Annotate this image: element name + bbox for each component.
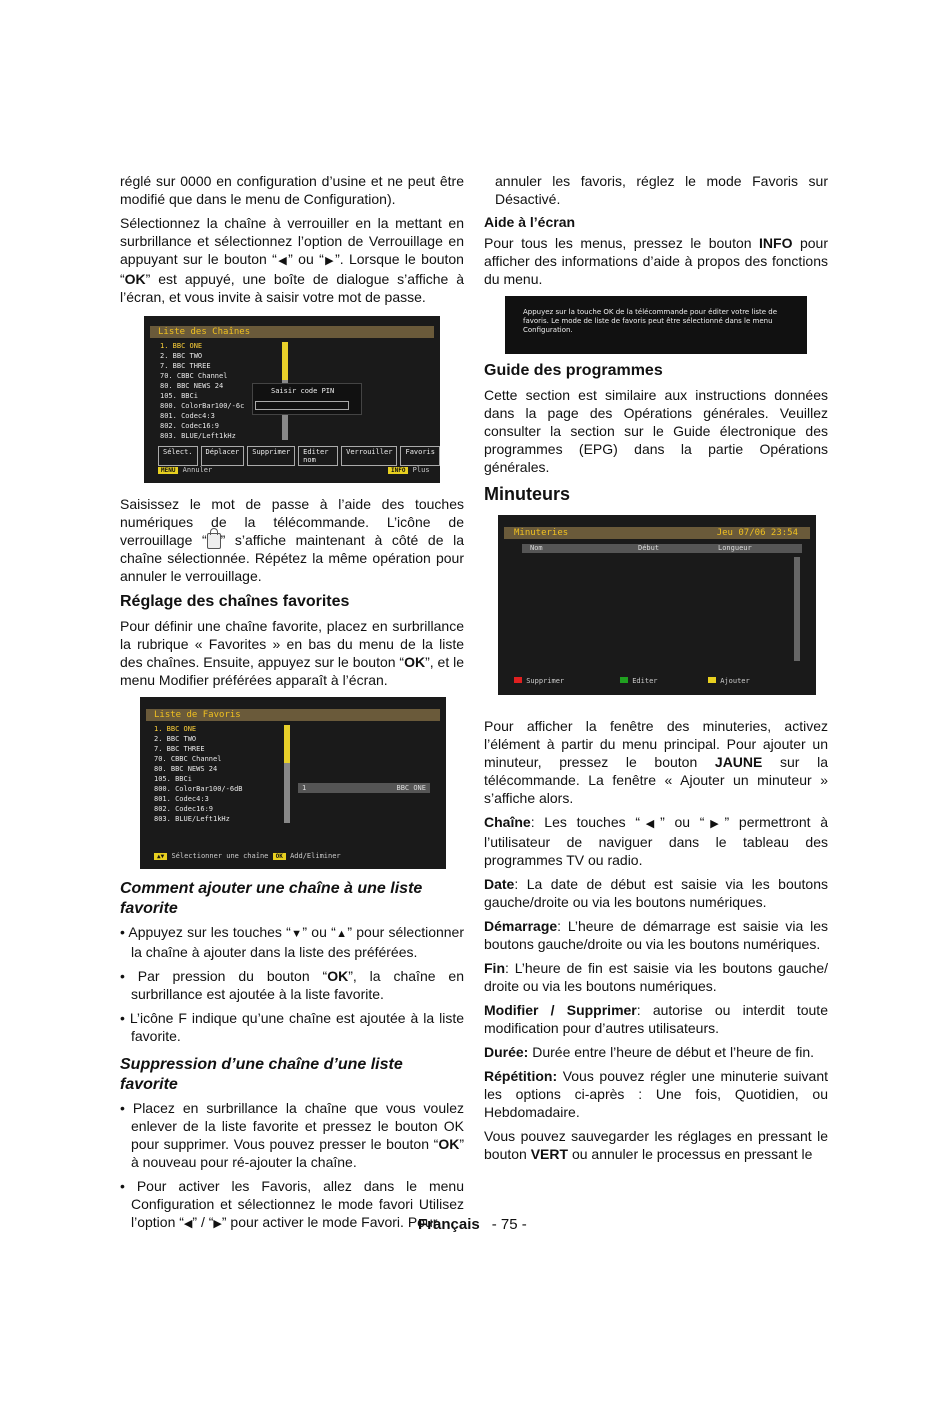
help-box-screenshot: [505, 296, 807, 354]
paragraph: Pour afficher la fenêtre des minuteries, activez l’élément à partir du menu principal. Pour ajouter un minuteur, pressez le bouton JAUNE sur la télécommande. La fenêtre « Ajouter un minuteur » s’affiche alors.: [484, 718, 829, 806]
paragraph: Saisissez le mot de passe à l’aide des touches numériques de la télécommande. L’icône de verrouillage “ ” s’affiche maintenant à côté de la chaîne sélectionnée. Répétez la même opération pour annuler le verrouillage.: [120, 496, 464, 585]
paragraph: Chaîne: Les touches “◀” ou “▶” permettront à l’utilisateur de naviguer dans le tableau des programmes TV ou radio.: [484, 814, 828, 868]
channel-item[interactable]: 803. BLUE/Left1kHz: [154, 815, 230, 824]
paragraph: Modifier / Supprimer: autorise ou interdit toute modification pour d’autres utilisateurs.: [484, 1002, 828, 1036]
pin-dialog: [252, 383, 362, 415]
screen-button[interactable]: Favoris: [400, 446, 440, 466]
left-column: [120, 172, 464, 1239]
left-arrow-icon: ◀: [639, 818, 661, 830]
btn-edit[interactable]: Editer: [620, 677, 658, 685]
left-arrow-icon: ◀: [183, 1218, 193, 1231]
channel-item[interactable]: 70. CBBC Channel: [154, 755, 222, 764]
right-arrow-icon: ▶: [704, 818, 725, 830]
section-heading: Minuteurs: [484, 484, 571, 504]
left-arrow-icon: ◀: [276, 255, 289, 267]
screen-button[interactable]: Supprimer: [247, 446, 295, 466]
channel-list: [154, 724, 243, 824]
channel-item[interactable]: 2. BBC TWO: [160, 352, 203, 360]
channel-item[interactable]: 1. BBC ONE: [154, 725, 197, 734]
right-column: [484, 172, 828, 1169]
channel-item[interactable]: 2. BBC TWO: [154, 735, 197, 744]
paragraph: réglé sur 0000 en configuration d’usine et ne peut être modifié que dans le menu de Configuration).: [120, 173, 464, 207]
hint-nav: ▲▼ Sélectionner une chaîne OK Add/Eliminer: [154, 852, 341, 860]
channel-item[interactable]: 801. Codec4:3: [160, 412, 215, 420]
channel-item[interactable]: 80. BBC NEWS 24: [154, 765, 218, 774]
channel-item[interactable]: 800. ColorBar100/-6c: [160, 402, 245, 410]
channel-item[interactable]: 801. Codec4:3: [154, 795, 209, 804]
channel-list: [160, 341, 244, 441]
channel-item[interactable]: 802. Codec16:9: [160, 422, 220, 430]
screen-title: Liste des Chaînes: [158, 327, 251, 337]
hint-menu: MENU Annuler: [158, 466, 212, 474]
screen-button-row: [158, 446, 440, 466]
bullet-item: • Placez en surbrillance la chaîne que vous voulez enlever de la liste favorite et pressez le bouton OK pour supprimer. Vous pouvez presser le bouton “OK” à nouveau pour ré-ajouter la chaîne.: [120, 1100, 464, 1171]
channel-item[interactable]: 800. ColorBar100/-6dB: [154, 785, 243, 794]
btn-add[interactable]: Ajouter: [708, 677, 750, 685]
paragraph: Vous pouvez sauvegarder les réglages en pressant le bouton VERT ou annuler le processus en pressant le: [484, 1128, 828, 1162]
subsection-heading: Suppression d’une chaîne d’une liste favorite: [120, 1056, 403, 1094]
help-text: Appuyez sur la touche OK de la télécommande pour éditer votre liste de favoris. Le mode de liste de favoris peut être sélectionné dans le menu Configuration.: [523, 308, 778, 334]
screen-datetime: Jeu 07/06 23:54: [716, 528, 798, 538]
paragraph: Durée: Durée entre l’heure de début et l’heure de fin.: [484, 1044, 814, 1060]
favourites-list-screenshot: [140, 697, 446, 869]
screen-button[interactable]: Editer nom: [298, 446, 338, 466]
section-heading: Réglage des chaînes favorites: [120, 593, 350, 611]
channel-list-screenshot: [144, 316, 440, 483]
channel-item[interactable]: 802. Codec16:9: [154, 805, 214, 814]
paragraph: Pour tous les menus, pressez le bouton INFO pour afficher des informations d’aide à propos des fonctions du menu.: [484, 235, 828, 287]
channel-item[interactable]: 105. BBCi: [160, 392, 198, 400]
footer-language: Français: [418, 1216, 480, 1233]
channel-item[interactable]: 70. CBBC Channel: [160, 372, 228, 380]
section-heading: Guide des programmes: [484, 362, 663, 379]
pin-input[interactable]: [255, 401, 349, 410]
channel-item[interactable]: 7. BBC THREE: [160, 362, 211, 370]
bullet-item: • Par pression du bouton “OK”, la chaîne en surbrillance est ajoutée à la liste favorite.: [120, 968, 465, 1003]
bullet-item: • Appuyez sur les touches “▼” ou “▲” pour sélectionner la chaîne à ajouter dans la liste des préférées.: [120, 924, 464, 961]
screen-button[interactable]: Déplacer: [201, 446, 245, 466]
table-header: Nom Début Longueur: [522, 544, 802, 553]
right-arrow-icon: ▶: [213, 1218, 222, 1231]
screen-button[interactable]: Verrouiller: [341, 446, 397, 466]
channel-item[interactable]: 803. BLUE/Left1kHz: [160, 432, 236, 440]
right-arrow-icon: ▶: [323, 255, 336, 267]
screen-title: Minuteries: [514, 528, 569, 538]
paragraph: Sélectionnez la chaîne à verrouiller en la mettant en surbrillance et sélectionnez l’option de Verrouillage en appuyant sur le bouton “◀” ou “▶”. Lorsque le bouton “OK” est appuyé, une boîte de dialogue s’affiche à l’écran, et vous invite à saisir votre mot de passe.: [120, 215, 464, 305]
channel-item[interactable]: 1. BBC ONE: [160, 342, 203, 350]
paragraph: Répétition: Vous pouvez régler une minuterie suivant les options ci-après : Une fois, Quotidien, ou Hebdomadaire.: [484, 1068, 828, 1120]
page-number: - 75 -: [491, 1216, 527, 1233]
favourite-entry[interactable]: 1 BBC ONE: [298, 783, 430, 793]
paragraph: Date: La date de début est saisie via les boutons gauche/droite ou via les boutons numériques.: [484, 876, 828, 910]
paragraph: Cette section est similaire aux instructions données dans la page des Opérations générales. Veuillez consulter la section sur le Guide électronique des programmes (EPG) dans la partie Opérations générales.: [484, 387, 828, 475]
channel-item[interactable]: 7. BBC THREE: [154, 745, 205, 754]
bullet-item: • L’icône F indique qu’une chaîne est ajoutée à la liste favorite.: [120, 1010, 464, 1045]
timers-screenshot: [498, 515, 816, 695]
down-arrow-icon: ▼: [290, 928, 303, 941]
channel-item[interactable]: 80. BBC NEWS 24: [160, 382, 224, 390]
bullet-item: • Pour activer les Favoris, allez dans le menu Configuration et sélectionnez le mode favori Utilisez l’option “◀” / “▶” pour activer le mode Favori. Pour: [120, 1178, 464, 1231]
paragraph: Pour définir une chaîne favorite, placez en surbrillance la rubrique « Favorites » en bas du menu de la liste des chaînes. Ensuite, appuyez sur le bouton “OK”, et le menu Modifier préférées apparaît à l’écran.: [120, 618, 465, 689]
paragraph: Démarrage: L’heure de démarrage est saisie via les boutons gauche/droite ou via les boutons numériques.: [484, 918, 828, 952]
section-heading: Aide à l’écran: [484, 214, 576, 230]
page-footer: [418, 1216, 527, 1233]
channel-item[interactable]: 105. BBCi: [154, 775, 192, 784]
btn-delete[interactable]: Supprimer: [514, 677, 564, 685]
subsection-heading: Comment ajouter une chaîne à une liste favorite: [120, 880, 423, 918]
up-arrow-icon: ▲: [335, 928, 348, 941]
lock-icon: [207, 533, 221, 549]
hint-info: INFO Plus: [388, 466, 430, 474]
paragraph: annuler les favoris, réglez le mode Favoris sur Désactivé.: [495, 173, 828, 207]
paragraph: Fin: L’heure de fin est saisie via les boutons gauche/ droite ou via les boutons numériques.: [484, 960, 828, 994]
screen-button[interactable]: Sélect.: [158, 446, 198, 466]
screen-title: Liste de Favoris: [154, 710, 241, 721]
pin-label: Saisir code PIN: [271, 387, 335, 395]
